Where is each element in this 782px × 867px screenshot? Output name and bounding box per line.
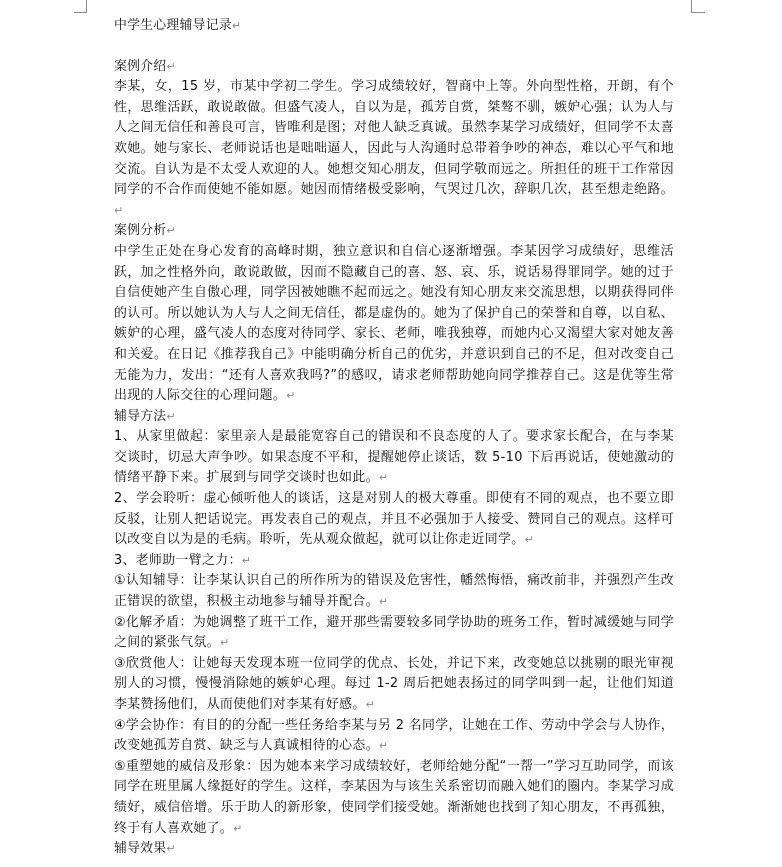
paragraph-mark-icon: ↵ — [378, 595, 389, 609]
section-heading-case-analysis — [114, 221, 674, 242]
paragraph-mark-icon: ↵ — [166, 842, 176, 856]
crop-mark-left-vertical — [86, 0, 87, 12]
paragraph — [114, 716, 674, 757]
paragraph-mark-icon: ↵ — [166, 59, 176, 73]
paragraph — [114, 242, 674, 407]
paragraph-text: ④学会协作：有目的的分配一些任务给李某与另 2 名同学，让她在工作、劳动中学会与人协作，改变她孤芳自赏、缺乏与人真诚相待的心态。 — [114, 717, 674, 754]
paragraph-text: 3、老师助一臂之力： — [114, 552, 242, 568]
paragraph-text: ⑤重塑她的威信及形象：因为她本来学习成绩较好，老师给她分配“一帮一”学习互助同学，而该同学在班里属人缘挺好的学生。这样，李某因为与该生关系密切而融入她们的圈内。李某学习成绩好，威信倍增。乐于助人的新形象，使同学们接受她。渐渐她也找到了知心朋友，不再孤独，终于有人喜欢她了。 — [114, 758, 674, 836]
paragraph — [114, 551, 674, 572]
paragraph — [114, 613, 674, 654]
paragraph-text: 中学生正处在身心发育的高峰时期，独立意识和自信心逐渐增强。李某因学习成绩好，思维活跃，加之性格外向，敢说敢做，因而不隐藏自己的喜、怒、哀、乐，说话易得罪同学。她的过于自信使她产生自傲心理，同学因被她瞧不起而远之。她没有知心朋友来交流思想，以期获得同伴的认可。所以她认为人与人之间无信任，都是虚伪的。她为了保护自己的荣誉和自尊，以自私、嫉妒的心理，盛气凌人的态度对待同学、家长、老师，唯我独尊，而她内心又渴望大家对她友善和关爱。在日记《推荐我自己》中能明确分析自己的优劣，并意识到自己的不足，但对改变自己无能为力，发出：“还有人喜欢我吗?”的感叹，请求老师帮助她向同学推荐自己。这是优等生常出现的人际交往的心理问题。 — [114, 243, 674, 404]
paragraph-mark-icon: ↵ — [166, 224, 176, 238]
paragraph-mark-icon: ↵ — [365, 698, 376, 711]
paragraph — [114, 427, 674, 489]
document-body — [114, 16, 674, 860]
paragraph — [114, 489, 674, 551]
paragraph — [114, 77, 674, 221]
paragraph-mark-icon: ↵ — [286, 389, 296, 403]
paragraph-mark-icon: ↵ — [231, 19, 242, 32]
paragraph — [114, 654, 674, 716]
section-heading-text: 辅导方法 — [114, 408, 167, 424]
paragraph-mark-icon: ↵ — [524, 533, 535, 547]
document-title — [114, 16, 674, 37]
crop-mark-right-vertical — [691, 0, 692, 12]
paragraph-mark-icon: ↵ — [219, 636, 230, 650]
paragraph-text: 1、从家里做起：家里亲人是最能宽容自己的错误和不良态度的人了。要求家长配合，在与李某交谈时，切忌大声争吵。如果态度不平和，提醒她停止谈话，数 5-10 下后再说话，使她激动的情绪平静下来。扩展到与同学交谈时也如此。 — [114, 429, 674, 486]
paragraph-mark-icon: ↵ — [241, 553, 252, 567]
paragraph-mark-icon: ↵ — [114, 203, 124, 217]
paragraph-text: ③欣赏他人：让她每天发现本班一位同学的优点、长处，并记下来，改变她总以挑剔的眼光审视别人的习惯，慢慢消除她的嫉妒心理。每过 1-2 周后把她表扬过的同学叫到一起，让他们知道李某赞扬他们，从而使他们对李某有好感。 — [114, 655, 674, 712]
paragraph-mark-icon: ↵ — [378, 739, 389, 753]
paragraph — [114, 757, 674, 839]
document-title-text: 中学生心理辅导记录 — [114, 18, 232, 33]
section-heading-counseling-effect — [114, 839, 674, 860]
section-heading-text: 案例介绍 — [114, 58, 167, 74]
section-heading-text: 案例分析 — [114, 223, 167, 239]
paragraph-text: ②化解矛盾：为她调整了班干工作，避开那些需要较多同学协助的班务工作，暂时减缓她与同学之间的紧张气氛。 — [114, 614, 674, 651]
paragraph-text: 2、学会聆听：虚心倾听他人的谈话，这是对别人的极大尊重。即使有不同的观点，也不要立即反驳，让别人把话说完。再发表自己的观点，并且不必强加于人接受、赞同自己的观点。这样可以改变自以为是的毛病。聆听，先从观众做起，就可以让你走近同学。 — [114, 491, 674, 548]
crop-mark-right-horizontal — [691, 12, 705, 13]
paragraph-text: ①认知辅导：让李某认识自己的所作所为的错误及危害性，幡然悔悟，痛改前非，并强烈产生改正错误的欲望，积极主动地参与辅导并配合。 — [114, 573, 674, 610]
paragraph-mark-icon: ↵ — [233, 821, 243, 835]
section-heading-case-intro — [114, 57, 674, 78]
crop-mark-left-horizontal — [74, 12, 87, 13]
paragraph-text: 李某，女，15 岁，市某中学初二学生。学习成绩较好，智商中上等。外向型性格，开朗，有个性，思维活跃，敢说敢做。但盛气凌人，自以为是，孤芳自赏，桀骜不驯，嫉妒心强；认为人与人之间无信任和善良可言，皆唯利是图；对他人缺乏真诚。虽然李某学习成绩好，但同学不太喜欢她。她与家长、老师说话也是咄咄逼人，因此与人沟通时总带着争吵的神态，难以心平气和地交流。自认为是不太受人欢迎的人。她想交知心朋友，但同学敬而远之。所担任的班干工作常因同学的不合作而使她不能如愿。她因而情绪极受影响，气哭过几次，辞职几次，甚至想走绝路。 — [114, 79, 674, 198]
section-heading-text: 辅导效果 — [114, 841, 167, 857]
paragraph-mark-icon: ↵ — [378, 471, 389, 485]
paragraph-mark-icon: ↵ — [166, 409, 176, 423]
paragraph — [114, 571, 674, 612]
section-heading-counseling-methods — [114, 407, 674, 428]
